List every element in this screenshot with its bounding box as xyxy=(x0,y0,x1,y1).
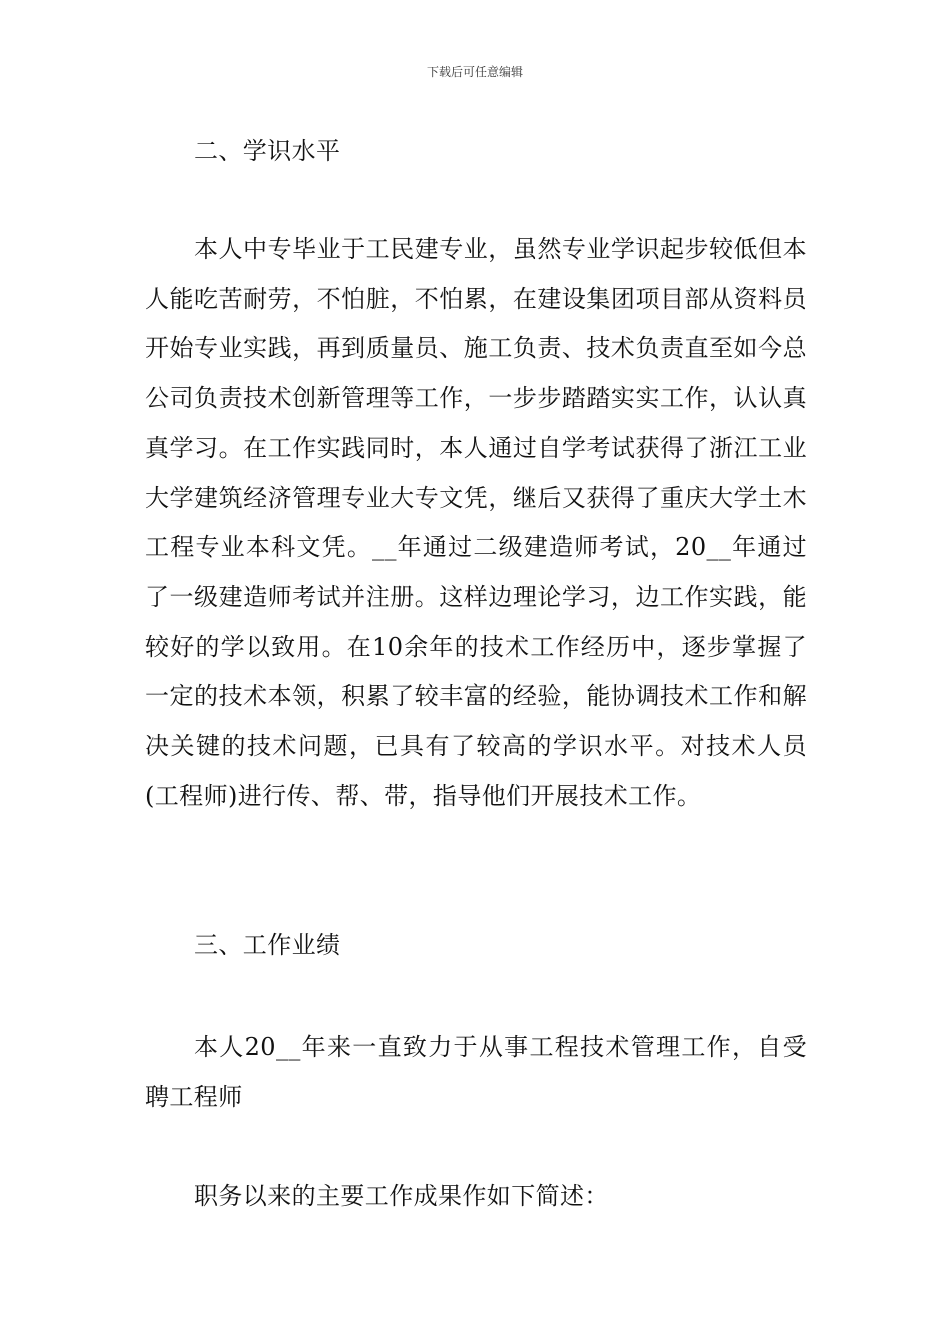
paragraph-achievements: 本人20__年来一直致力于从事工程技术管理工作，自受聘工程师 xyxy=(145,1033,807,1111)
section-heading-achievements: 三、工作业绩 xyxy=(194,931,341,959)
paragraph-summary-intro: 职务以来的主要工作成果作如下简述： xyxy=(194,1182,609,1210)
page-header-note: 下载后可任意编辑 xyxy=(426,65,523,79)
paragraph-knowledge: 本人中专毕业于工民建专业，虽然专业学识起步较低但本人能吃苦耐劳，不怕脏，不怕累，在建设集团项目部从资料员开始专业实践，再到质量员、施工负责、技术负责直至如今总公司负责技术创新管理等工作，一步步踏踏实实工作，认认真真学习。在工作实践同时，本人通过自学考试获得了浙江工业大学建筑经济管理专业大专文凭，继后又获得了重庆大学土木工程专业本科文凭。__年通过二级建造师考试，20__年通过了一级建造师考试并注册。这样边理论学习，边工作实践，能较好的学以致用。在10余年的技术工作经历中，逐步掌握了一定的技术本领，积累了较丰富的经验，能协调技术工作和解决关键的技术问题，已具有了较高的学识水平。对技术人员(工程师)进行传、帮、带，指导他们开展技术工作。 xyxy=(145,235,807,810)
section-heading-knowledge: 二、学识水平 xyxy=(194,137,341,165)
